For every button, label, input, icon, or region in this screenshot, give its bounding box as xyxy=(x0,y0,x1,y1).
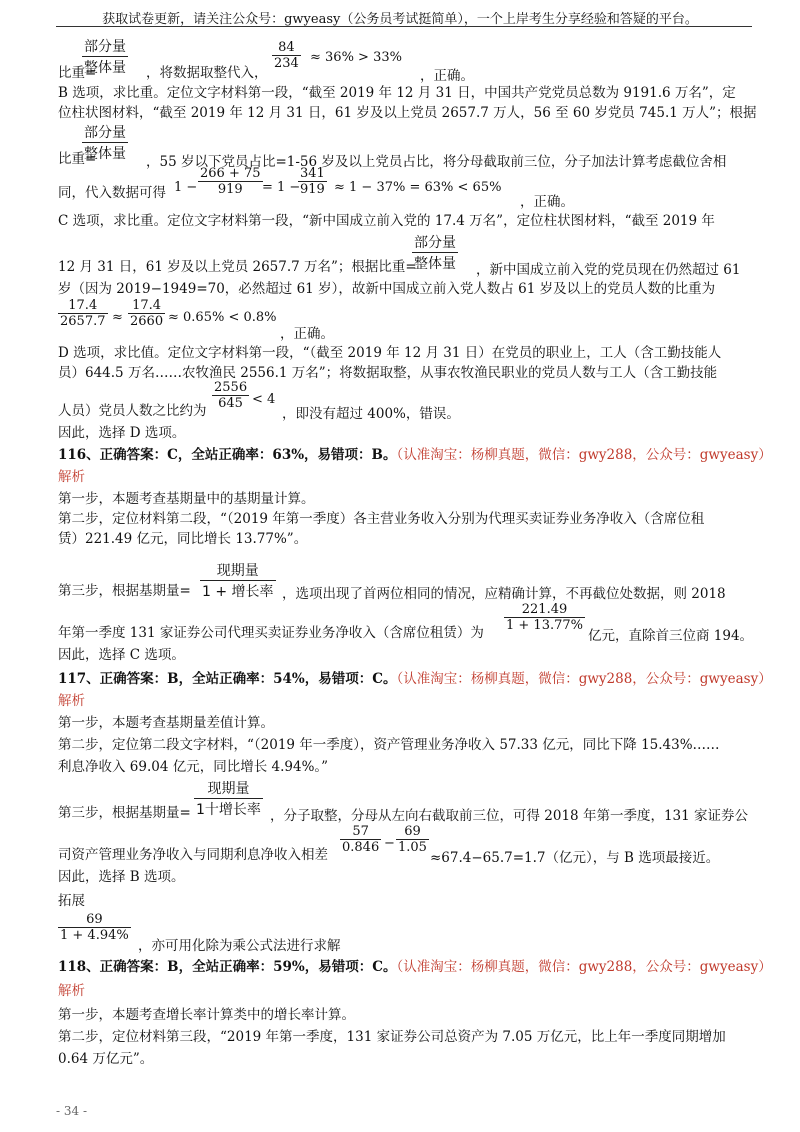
text-line: ，分子取整，分母从左向右截取前三位，可得 2018 年第一季度，131 家证券公 xyxy=(270,808,748,824)
fraction: $\frac{221.49}{1 + 13.77\%}$ xyxy=(506,602,583,633)
text-line: ，正确。 xyxy=(520,194,574,210)
text-line: 第二步，定位第二段文字材料，“（2019 年一季度），资产管理业务净收入 57.33 亿元，同比下降 15.43%…… xyxy=(58,737,720,753)
text-line: C 选项，求比重。定位文字材料第一段，“新中国成立前入党的 17.4 万名”，定位柱状图材料，“截至 2019 年 xyxy=(58,213,715,229)
math-expression: ≈ xyxy=(112,310,123,325)
text-line: 司资产管理业务净收入与同期利息净收入相差 xyxy=(58,847,328,863)
part-label: 部分量 xyxy=(84,39,126,55)
text-line: ，正确。 xyxy=(280,326,334,342)
text-line: 第二步，定位材料第二段，“（2019 年第一季度）各主营业务收入分别为代理买卖证券业务净收入（含席位租 xyxy=(58,511,705,527)
fraction: $\frac{17.4}{2657.7}$ xyxy=(60,298,106,329)
text-line: 第一步，本题考查基期量差值计算。 xyxy=(58,715,274,731)
text-line: 0.64 万亿元”。 xyxy=(58,1051,154,1067)
ratio-formula: 部分量 整体量 xyxy=(84,125,126,162)
conclusion: 因此，选择 C 选项。 xyxy=(58,647,185,663)
text-line: 第一步，本题考查增长率计算类中的增长率计算。 xyxy=(58,1007,355,1023)
text-line: 第三步，根据基期量= xyxy=(58,805,191,821)
fraction: $\frac{2556}{645}$ xyxy=(214,380,248,411)
text-line: 赁）221.49 亿元，同比增长 13.77%”。 xyxy=(58,531,308,547)
text-line: 利息净收入 69.04 亿元，同比增长 4.94%。” xyxy=(58,759,329,775)
text-line: 第二步，定位材料第三段，“2019 年第一季度，131 家证券公司总资产为 7.05 万亿元，比上年一季度同期增加 xyxy=(58,1029,726,1045)
fraction: $\frac{17.4}{2660}$ xyxy=(130,298,164,329)
answer-header: 116、正确答案：C，全站正确率：63%，易错项：B。（认准淘宝：杨柳真题，微信：gwy288，公众号：gwyeasy） xyxy=(58,447,772,463)
fraction: $\frac{69}{1 + 4.94\%}$ xyxy=(60,912,129,943)
text-line: 员）644.5 万名……农牧渔民 2556.1 万名”；将数据取整，从事农牧渔民职业的党员人数与工人（含工勤技能 xyxy=(58,365,718,381)
text-line: 年第一季度 131 家证券公司代理买卖证券业务净收入（含席位租赁）为 xyxy=(58,625,484,641)
base-formula: 现期量 1十增长率 xyxy=(196,781,261,818)
text-line: ，新中国成立前入党的党员现在仍然超过 61 xyxy=(476,262,741,278)
text-line: D 选项，求比值。定位文字材料第一段，“（截至 2019 年 12 月 31 日）在党员的职业上，工人（含工勤技能人 xyxy=(58,345,722,361)
analysis-label: 解析 xyxy=(58,693,85,709)
text-line: ，选项出现了首两位相同的情况，应精确计算，不再截位处数据，则 2018 xyxy=(282,586,726,602)
text-line: B 选项，求比重。定位文字材料第一段，“截至 2019 年 12 月 31 日，中国共产党党员总数为 9191.6 万名”，定 xyxy=(58,85,736,101)
answer-header: 117、正确答案：B，全站正确率：54%，易错项：C。（认准淘宝：杨柳真题，微信：gwy288，公众号：gwyeasy） xyxy=(58,671,772,687)
header-divider xyxy=(56,26,752,27)
math-expression: ≈ 36% > 33% xyxy=(310,50,402,65)
math-expression: − xyxy=(384,836,395,851)
analysis-label: 解析 xyxy=(58,983,85,999)
text-line: 岁（因为 2019−1949=70，必然超过 61 岁），故新中国成立前入党人数占 61 岁及以上的党员人数的比重为 xyxy=(58,281,716,297)
text-line: 12 月 31 日，61 岁及以上党员 2657.7 万名”；根据比重= xyxy=(58,259,417,275)
text-line: ，将数据取整代入， xyxy=(146,65,268,81)
text-line: ，即没有超过 400%，错误。 xyxy=(282,406,460,422)
text-line: 第一步，本题考查基期量中的基期量计算。 xyxy=(58,491,315,507)
ratio-formula: 部分量 整体量 xyxy=(414,235,456,272)
text-line: ，正确。 xyxy=(420,68,474,84)
math-expression: = 1 − xyxy=(262,180,301,195)
fraction: $\frac{69}{1.05}$ xyxy=(398,824,427,855)
conclusion: 因此，选择 D 选项。 xyxy=(58,425,186,441)
math-expression: ≈ 1 − 37% = 63% < 65% xyxy=(334,180,502,195)
whole-label: 整体量 xyxy=(82,56,128,77)
text-line: ，亦可用化除为乘公式法进行求解 xyxy=(138,938,341,954)
text-line: 亿元，直除首三位商 194。 xyxy=(588,628,754,644)
text-line: 比重= xyxy=(58,65,97,81)
text-line: ≈67.4−65.7=1.7（亿元），与 B 选项最接近。 xyxy=(430,850,720,866)
answer-header: 118、正确答案：B，全站正确率：59%，易错项：C。（认准淘宝：杨柳真题，微信：gwy288，公众号：gwyeasy） xyxy=(58,959,772,975)
math-expression: 1 − xyxy=(174,180,198,195)
fraction: $\frac{84}{234}$ xyxy=(274,40,299,71)
text-line: 位柱状图材料，“截至 2019 年 12 月 31 日，61 岁及以上党员 2657.7 万人，56 至 60 岁党员 745.1 万人”；根据 xyxy=(58,105,757,121)
conclusion: 因此，选择 B 选项。 xyxy=(58,869,185,885)
fraction: $\frac{266 + 75}{919}$ xyxy=(200,166,261,197)
text-line: ，55 岁以下党员占比=1-56 岁及以上党员占比，将分母截取前三位，分子加法计算考虑截位舍相 xyxy=(146,154,727,170)
text-line: 第三步，根据基期量= xyxy=(58,583,191,599)
text-line: 人员）党员人数之比约为 xyxy=(58,403,207,419)
extension-label: 拓展 xyxy=(58,893,85,909)
fraction: $\frac{341}{919}$ xyxy=(300,166,325,197)
page-header: 获取试卷更新，请关注公众号：gwyeasy（公务员考试挺简单），一个上岸考生分享经验和答疑的平台。 xyxy=(102,12,698,27)
math-expression: ≈ 0.65% < 0.8% xyxy=(168,310,277,325)
math-expression: < 4 xyxy=(252,392,276,407)
page-number: - 34 - xyxy=(56,1104,88,1118)
analysis-label: 解析 xyxy=(58,469,85,485)
fraction: $\frac{57}{0.846}$ xyxy=(342,824,380,855)
base-formula: 现期量 1 + 增长率 xyxy=(202,563,274,600)
text-line: 比重= xyxy=(58,151,97,167)
text-line: 同，代入数据可得 xyxy=(58,185,166,201)
